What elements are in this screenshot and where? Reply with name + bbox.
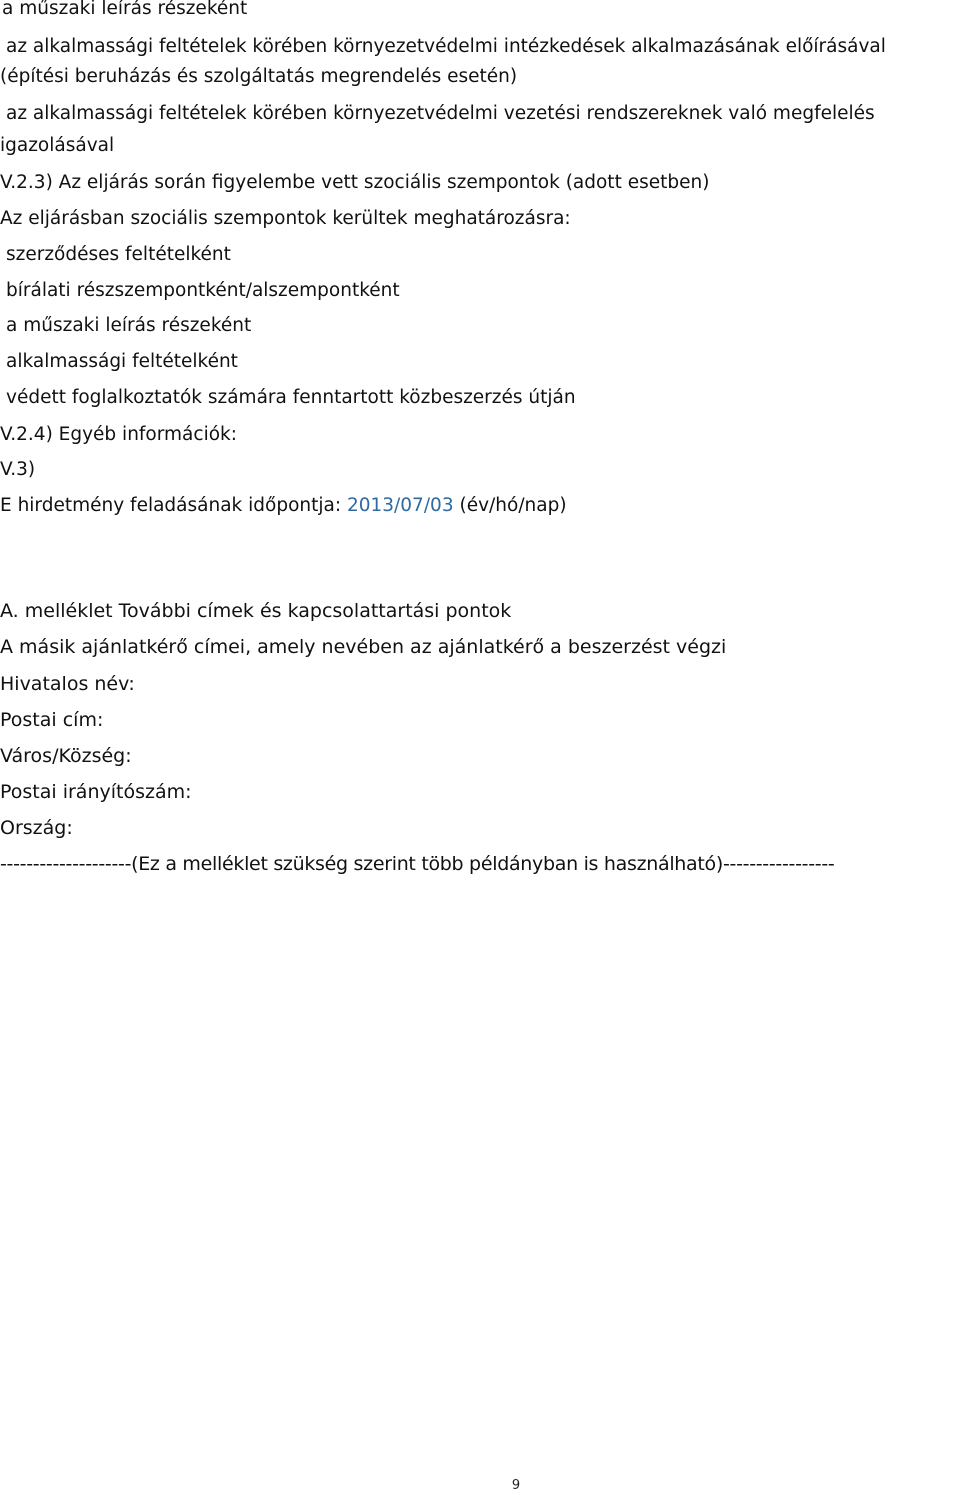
field-label: Postai cím: (0, 709, 104, 731)
list-item: szerződéses feltételként (6, 244, 231, 265)
field-label: Város/Község: (0, 745, 132, 767)
section-heading: V.3) (0, 459, 36, 480)
field-label: Ország: (0, 817, 73, 839)
field-label: Postai irányítószám: (0, 781, 192, 803)
page-number: 9 (511, 1478, 521, 1493)
annex-subheading: A másik ajánlatkérő címei, amely nevében az ajánlatkérő a beszerzést végzi (0, 636, 727, 658)
field-label: Hivatalos név: (0, 673, 135, 695)
list-item: bírálati részszempontként/alszempontként (6, 280, 400, 301)
publication-date-line (0, 495, 567, 517)
date-label: E hirdetmény feladásának időpontja: (0, 495, 347, 516)
date-value: 2013/07/03 (346, 495, 454, 516)
list-item: alkalmassági feltételként (6, 351, 238, 372)
text-line: (építési beruházás és szolgáltatás megrendelés esetén) (0, 66, 518, 87)
section-heading: V.2.4) Egyéb információk: (0, 424, 237, 445)
text-line: az alkalmassági feltételek körében környezetvédelmi vezetési rendszereknek való megfelelés (6, 103, 875, 124)
list-item: védett foglalkoztatók számára fenntartott közbeszerzés útján (6, 387, 576, 408)
text-line: Az eljárásban szociális szempontok kerültek meghatározásra: (0, 208, 571, 229)
text-line: igazolásával (0, 135, 115, 156)
annex-heading: A. melléklet További címek és kapcsolattartási pontok (0, 600, 512, 622)
text-line: a műszaki leírás részeként (2, 0, 248, 19)
annex-footer-rule: --------------------(Ez a melléklet szükség szerint több példányban is használható)----------------- (0, 853, 835, 875)
date-suffix: (év/hó/nap) (453, 495, 567, 516)
section-heading: V.2.3) Az eljárás során figyelembe vett szociális szempontok (adott esetben) (0, 172, 710, 193)
list-item: a műszaki leírás részeként (6, 315, 252, 336)
text-line: az alkalmassági feltételek körében környezetvédelmi intézkedések alkalmazásának előírásával (6, 36, 886, 57)
